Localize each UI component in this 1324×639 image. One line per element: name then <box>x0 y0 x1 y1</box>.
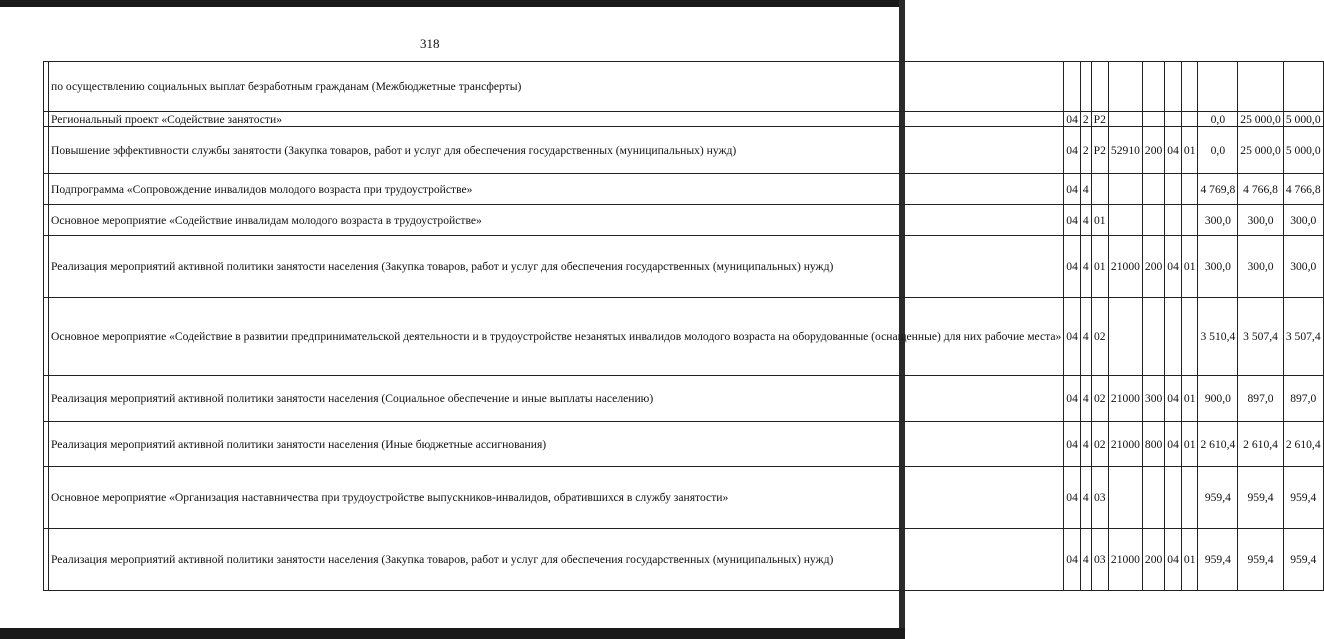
amount-cell: 25 000,0 <box>1238 127 1284 174</box>
table-row <box>44 236 1324 298</box>
amount-cell: 3 507,4 <box>1238 298 1284 376</box>
code-cell: 01 <box>1181 422 1198 467</box>
code-cell: 01 <box>1091 236 1108 298</box>
amount-cell: 959,4 <box>1198 467 1238 529</box>
code-cell: 01 <box>1091 205 1108 236</box>
amount-cell: 900,0 <box>1198 376 1238 422</box>
code-cell <box>1142 205 1164 236</box>
code-cell: 4 <box>1080 298 1091 376</box>
code-cell: 2 <box>1080 127 1091 174</box>
amount-cell: 0,0 <box>1198 127 1238 174</box>
amount-cell <box>1283 62 1323 112</box>
code-cell: 200 <box>1142 127 1164 174</box>
amount-cell: 959,4 <box>1198 529 1238 591</box>
code-cell <box>1165 62 1182 112</box>
code-cell: 4 <box>1080 467 1091 529</box>
code-cell: 04 <box>1064 236 1081 298</box>
code-cell <box>1181 112 1198 127</box>
amount-cell: 959,4 <box>1283 529 1323 591</box>
code-cell <box>1108 298 1142 376</box>
code-cell <box>1165 205 1182 236</box>
code-cell: 01 <box>1181 127 1198 174</box>
row-name: Реализация мероприятий активной политики занятости населения (Закупка товаров, работ и услуг для обеспечения государственных (муниципальных) нужд) <box>49 236 1064 298</box>
code-cell: 03 <box>1091 529 1108 591</box>
code-cell: 04 <box>1064 112 1081 127</box>
table-row <box>44 298 1324 376</box>
code-cell: 04 <box>1064 529 1081 591</box>
code-cell: 4 <box>1080 236 1091 298</box>
row-name: по осуществлению социальных выплат безработным гражданам (Межбюджетные трансферты) <box>49 62 1064 112</box>
code-cell <box>1165 112 1182 127</box>
table-row <box>44 529 1324 591</box>
code-cell: 200 <box>1142 529 1164 591</box>
amount-cell: 25 000,0 <box>1238 112 1284 127</box>
code-cell: 4 <box>1080 422 1091 467</box>
amount-cell: 3 507,4 <box>1283 298 1323 376</box>
page-number: 318 <box>420 36 440 51</box>
code-cell: 2 <box>1080 112 1091 127</box>
row-name: Повышение эффективности службы занятости (Закупка товаров, работ и услуг для обеспечения государственных (муниципальных) нужд) <box>49 127 1064 174</box>
amount-cell: 5 000,0 <box>1283 127 1323 174</box>
code-cell <box>1181 467 1198 529</box>
table-row <box>44 62 1324 112</box>
code-cell <box>1091 174 1108 205</box>
code-cell: 03 <box>1091 467 1108 529</box>
code-cell: 04 <box>1165 422 1182 467</box>
code-cell: 02 <box>1091 376 1108 422</box>
code-cell <box>1108 205 1142 236</box>
table-row <box>44 127 1324 174</box>
row-name: Основное мероприятие «Организация наставничества при трудоустройстве выпускников-инвалидов, обратившихся в службу занятости» <box>49 467 1064 529</box>
code-cell: Р2 <box>1091 112 1108 127</box>
table-row <box>44 174 1324 205</box>
scan-bottom-edge <box>0 628 905 639</box>
code-cell: 04 <box>1165 529 1182 591</box>
amount-cell: 4 766,8 <box>1283 174 1323 205</box>
amount-cell: 300,0 <box>1283 236 1323 298</box>
code-cell <box>1108 467 1142 529</box>
amount-cell: 5 000,0 <box>1283 112 1323 127</box>
amount-cell: 4 769,8 <box>1198 174 1238 205</box>
code-cell <box>1108 62 1142 112</box>
code-cell <box>1108 112 1142 127</box>
code-cell <box>1142 298 1164 376</box>
code-cell: 04 <box>1165 376 1182 422</box>
amount-cell: 2 610,4 <box>1283 422 1323 467</box>
code-cell: 4 <box>1080 529 1091 591</box>
code-cell <box>1181 62 1198 112</box>
code-cell: 21000 <box>1108 376 1142 422</box>
row-name: Реализация мероприятий активной политики занятости населения (Социальное обеспечение и иные выплаты населению) <box>49 376 1064 422</box>
budget-table <box>43 61 1324 591</box>
code-cell: 4 <box>1080 205 1091 236</box>
amount-cell: 300,0 <box>1238 236 1284 298</box>
code-cell: 21000 <box>1108 529 1142 591</box>
code-cell: 300 <box>1142 376 1164 422</box>
code-cell <box>1064 62 1081 112</box>
row-name: Реализация мероприятий активной политики занятости населения (Закупка товаров, работ и услуг для обеспечения государственных (муниципальных) нужд) <box>49 529 1064 591</box>
code-cell: 4 <box>1080 376 1091 422</box>
code-cell: 04 <box>1064 298 1081 376</box>
amount-cell: 897,0 <box>1283 376 1323 422</box>
amount-cell: 300,0 <box>1198 205 1238 236</box>
code-cell <box>1181 174 1198 205</box>
amount-cell: 300,0 <box>1198 236 1238 298</box>
code-cell <box>1181 205 1198 236</box>
code-cell <box>1108 174 1142 205</box>
table-body <box>44 62 1324 591</box>
code-cell: 52910 <box>1108 127 1142 174</box>
code-cell <box>1165 467 1182 529</box>
code-cell <box>1142 174 1164 205</box>
amount-cell: 959,4 <box>1283 467 1323 529</box>
row-name: Региональный проект «Содействие занятости» <box>49 112 1064 127</box>
row-name: Основное мероприятие «Содействие в развитии предпринимательской деятельности и в трудоустройстве незанятых инвалидов молодого возраста на оборудованные (оснащенные) для них рабочие места» <box>49 298 1064 376</box>
code-cell <box>1080 62 1091 112</box>
code-cell: 01 <box>1181 529 1198 591</box>
code-cell: 04 <box>1064 376 1081 422</box>
code-cell <box>1091 62 1108 112</box>
code-cell <box>1165 298 1182 376</box>
row-name: Основное мероприятие «Содействие инвалидам молодого возраста в трудоустройстве» <box>49 205 1064 236</box>
code-cell: 01 <box>1181 236 1198 298</box>
code-cell <box>1142 112 1164 127</box>
code-cell: 04 <box>1064 422 1081 467</box>
amount-cell: 300,0 <box>1283 205 1323 236</box>
code-cell <box>1165 174 1182 205</box>
amount-cell: 2 610,4 <box>1198 422 1238 467</box>
amount-cell: 959,4 <box>1238 529 1284 591</box>
amount-cell: 959,4 <box>1238 467 1284 529</box>
table-row <box>44 422 1324 467</box>
amount-cell: 897,0 <box>1238 376 1284 422</box>
code-cell: 21000 <box>1108 236 1142 298</box>
code-cell: 04 <box>1064 205 1081 236</box>
code-cell: 04 <box>1064 127 1081 174</box>
code-cell: 800 <box>1142 422 1164 467</box>
row-name: Подпрограмма «Сопровождение инвалидов молодого возраста при трудоустройстве» <box>49 174 1064 205</box>
code-cell: 04 <box>1165 236 1182 298</box>
table-row <box>44 205 1324 236</box>
code-cell: 04 <box>1064 174 1081 205</box>
row-name: Реализация мероприятий активной политики занятости населения (Иные бюджетные ассигнования) <box>49 422 1064 467</box>
code-cell: Р2 <box>1091 127 1108 174</box>
code-cell: 21000 <box>1108 422 1142 467</box>
scan-top-edge <box>0 0 905 7</box>
amount-cell: 2 610,4 <box>1238 422 1284 467</box>
code-cell: 4 <box>1080 174 1091 205</box>
code-cell <box>1142 467 1164 529</box>
code-cell: 04 <box>1064 467 1081 529</box>
code-cell: 02 <box>1091 298 1108 376</box>
amount-cell: 3 510,4 <box>1198 298 1238 376</box>
code-cell: 01 <box>1181 376 1198 422</box>
amount-cell: 300,0 <box>1238 205 1284 236</box>
table-row <box>44 467 1324 529</box>
code-cell <box>1142 62 1164 112</box>
code-cell: 02 <box>1091 422 1108 467</box>
amount-cell: 0,0 <box>1198 112 1238 127</box>
amount-cell: 4 766,8 <box>1238 174 1284 205</box>
amount-cell <box>1198 62 1238 112</box>
code-cell: 200 <box>1142 236 1164 298</box>
code-cell: 04 <box>1165 127 1182 174</box>
amount-cell <box>1238 62 1284 112</box>
table-row <box>44 112 1324 127</box>
code-cell <box>1181 298 1198 376</box>
table-row <box>44 376 1324 422</box>
